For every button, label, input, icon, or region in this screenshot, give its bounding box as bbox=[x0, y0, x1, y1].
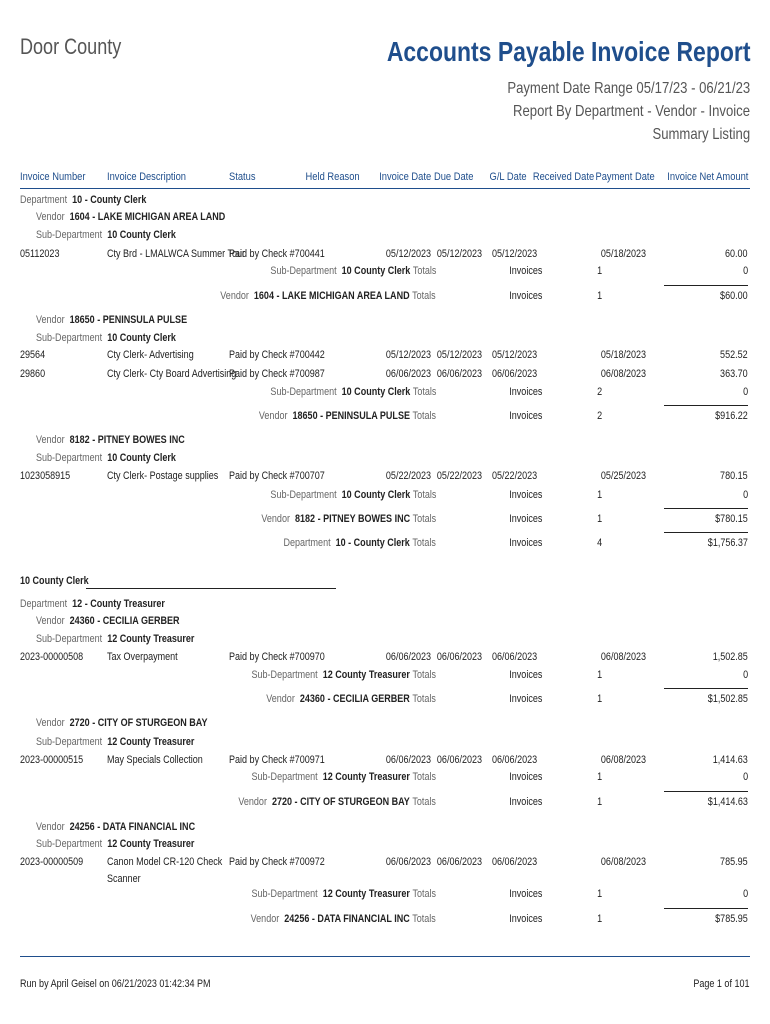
subdepartment-totals-label: Sub-Department 12 County Treasurer Totals bbox=[251, 771, 436, 783]
total-rule bbox=[664, 285, 748, 286]
total-rule bbox=[664, 791, 748, 792]
invoices-label: Invoices bbox=[508, 489, 542, 501]
footer-rule bbox=[20, 956, 750, 957]
invoice-description: May Specials Collection bbox=[107, 754, 203, 766]
header-rule bbox=[20, 188, 750, 189]
invoice-date: 06/06/2023 bbox=[385, 651, 431, 663]
subdepartment-heading: Sub-Department 12 County Treasurer bbox=[36, 736, 195, 748]
invoice-amount: 363.70 bbox=[720, 368, 748, 380]
invoice-count: 4 bbox=[596, 537, 602, 549]
gl-date: 05/22/2023 bbox=[492, 470, 538, 482]
vendor-total-amount: $60.00 bbox=[720, 290, 748, 302]
invoice-count: 1 bbox=[596, 513, 602, 525]
invoice-status: Paid by Check #700442 bbox=[229, 349, 325, 361]
department-heading: Department 10 - County Clerk bbox=[20, 194, 147, 206]
invoices-label: Invoices bbox=[508, 913, 542, 925]
subdepartment-heading: Sub-Department 12 County Treasurer bbox=[36, 633, 195, 645]
payment-date: 05/18/2023 bbox=[600, 349, 646, 361]
invoice-date: 05/12/2023 bbox=[385, 349, 431, 361]
payment-date: 05/18/2023 bbox=[600, 248, 646, 260]
invoice-number: 29860 bbox=[20, 368, 46, 380]
invoices-label: Invoices bbox=[508, 265, 542, 277]
gl-date: 06/06/2023 bbox=[492, 368, 538, 380]
invoice-amount: 1,414.63 bbox=[712, 754, 748, 766]
payment-date: 05/25/2023 bbox=[600, 470, 646, 482]
col-status: Status bbox=[229, 171, 256, 183]
total-rule bbox=[664, 508, 748, 509]
total-rule bbox=[664, 405, 748, 406]
invoice-count: 1 bbox=[596, 771, 602, 783]
vendor-heading: Vendor 24256 - DATA FINANCIAL INC bbox=[36, 821, 196, 833]
vendor-totals-label: Vendor 24360 - CECILIA GERBER Totals bbox=[266, 693, 436, 705]
invoice-amount: 60.00 bbox=[725, 248, 748, 260]
invoice-number: 2023-00000509 bbox=[20, 856, 84, 868]
invoice-number: 05112023 bbox=[20, 248, 60, 260]
col-payment-date: Payment Date bbox=[595, 171, 655, 183]
invoice-count: 2 bbox=[596, 386, 602, 398]
invoice-number: 2023-00000508 bbox=[20, 651, 84, 663]
vendor-heading: Vendor 8182 - PITNEY BOWES INC bbox=[36, 434, 185, 446]
subtotal-amount: 0 bbox=[742, 771, 748, 783]
total-rule bbox=[664, 908, 748, 909]
invoice-date: 06/06/2023 bbox=[385, 754, 431, 766]
run-by: Run by April Geisel on 06/21/2023 01:42:34 PM bbox=[20, 978, 211, 990]
payment-date: 06/08/2023 bbox=[600, 856, 646, 868]
invoices-label: Invoices bbox=[508, 693, 542, 705]
col-invoice-date: Invoice Date bbox=[379, 171, 431, 183]
gl-date: 06/06/2023 bbox=[492, 754, 538, 766]
invoice-status: Paid by Check #700971 bbox=[229, 754, 325, 766]
col-held-reason: Held Reason bbox=[305, 171, 360, 183]
vendor-totals-label: Vendor 8182 - PITNEY BOWES INC Totals bbox=[261, 513, 436, 525]
vendor-heading: Vendor 1604 - LAKE MICHIGAN AREA LAND bbox=[36, 211, 226, 223]
invoice-date: 05/22/2023 bbox=[385, 470, 431, 482]
department-heading: Department 12 - County Treasurer bbox=[20, 598, 165, 610]
due-date: 05/22/2023 bbox=[436, 470, 482, 482]
invoice-description: Cty Brd - LMALWCA Summer Tour bbox=[107, 248, 246, 260]
invoice-count: 2 bbox=[596, 410, 602, 422]
subdepartment-totals-label: Sub-Department 10 County Clerk Totals bbox=[270, 265, 436, 277]
col-invoice-number: Invoice Number bbox=[20, 171, 86, 183]
vendor-total-amount: $1,502.85 bbox=[707, 693, 748, 705]
department-totals-label: Department 10 - County Clerk Totals bbox=[283, 537, 436, 549]
subdepartment-totals-label: Sub-Department 12 County Treasurer Totals bbox=[251, 888, 436, 900]
invoice-count: 1 bbox=[596, 290, 602, 302]
invoice-description-cont: Scanner bbox=[107, 873, 141, 885]
col-gl-date: G/L Date bbox=[489, 171, 527, 183]
subtotal-amount: 0 bbox=[742, 489, 748, 501]
subtotal-amount: 0 bbox=[742, 669, 748, 681]
section-label: 10 County Clerk bbox=[20, 575, 89, 587]
invoices-label: Invoices bbox=[508, 410, 542, 422]
due-date: 06/06/2023 bbox=[436, 368, 482, 380]
invoice-number: 29564 bbox=[20, 349, 46, 361]
invoices-label: Invoices bbox=[508, 290, 542, 302]
invoice-count: 1 bbox=[596, 913, 602, 925]
col-due-date: Due Date bbox=[433, 171, 473, 183]
vendor-totals-label: Vendor 1604 - LAKE MICHIGAN AREA LAND Totals bbox=[220, 290, 436, 302]
subdepartment-heading: Sub-Department 10 County Clerk bbox=[36, 332, 176, 344]
vendor-heading: Vendor 18650 - PENINSULA PULSE bbox=[36, 314, 188, 326]
gl-date: 06/06/2023 bbox=[492, 856, 538, 868]
invoice-status: Paid by Check #700972 bbox=[229, 856, 325, 868]
invoice-count: 1 bbox=[596, 693, 602, 705]
subdepartment-totals-label: Sub-Department 12 County Treasurer Totals bbox=[251, 669, 436, 681]
invoices-label: Invoices bbox=[508, 513, 542, 525]
due-date: 06/06/2023 bbox=[436, 754, 482, 766]
invoice-description: Tax Overpayment bbox=[107, 651, 178, 663]
invoices-label: Invoices bbox=[508, 386, 542, 398]
invoice-count: 1 bbox=[596, 265, 602, 277]
subdepartment-heading: Sub-Department 12 County Treasurer bbox=[36, 838, 195, 850]
vendor-total-amount: $785.95 bbox=[715, 913, 748, 925]
gl-date: 05/12/2023 bbox=[492, 349, 538, 361]
payment-date: 06/08/2023 bbox=[600, 368, 646, 380]
invoice-description: Canon Model CR-120 Check bbox=[107, 856, 223, 868]
report-title: Accounts Payable Invoice Report bbox=[386, 36, 750, 67]
subtotal-amount: 0 bbox=[742, 386, 748, 398]
vendor-total-amount: $916.22 bbox=[715, 410, 748, 422]
department-total-amount: $1,756.37 bbox=[707, 537, 748, 549]
subdepartment-totals-label: Sub-Department 10 County Clerk Totals bbox=[270, 386, 436, 398]
invoice-amount: 785.95 bbox=[720, 856, 748, 868]
subdepartment-totals-label: Sub-Department 10 County Clerk Totals bbox=[270, 489, 436, 501]
invoice-number: 1023058915 bbox=[20, 470, 71, 482]
invoice-count: 1 bbox=[596, 669, 602, 681]
total-rule bbox=[664, 532, 748, 533]
col-invoice-net-amount: Invoice Net Amount bbox=[666, 171, 748, 183]
col-invoice-description: Invoice Description bbox=[107, 171, 186, 183]
subdepartment-heading: Sub-Department 10 County Clerk bbox=[36, 452, 176, 464]
subdepartment-heading: Sub-Department 10 County Clerk bbox=[36, 229, 176, 241]
subtotal-amount: 0 bbox=[742, 265, 748, 277]
organization-name: Door County bbox=[20, 34, 122, 59]
invoice-number: 2023-00000515 bbox=[20, 754, 84, 766]
gl-date: 05/12/2023 bbox=[492, 248, 538, 260]
report-by: Report By Department - Vendor - Invoice bbox=[512, 103, 750, 120]
total-rule bbox=[664, 688, 748, 689]
invoice-status: Paid by Check #700970 bbox=[229, 651, 325, 663]
payment-date: 06/08/2023 bbox=[600, 651, 646, 663]
summary-listing: Summary Listing bbox=[652, 126, 750, 143]
due-date: 06/06/2023 bbox=[436, 651, 482, 663]
invoice-count: 1 bbox=[596, 796, 602, 808]
date-range: Payment Date Range 05/17/23 - 06/21/23 bbox=[507, 80, 750, 97]
invoice-date: 06/06/2023 bbox=[385, 368, 431, 380]
payment-date: 06/08/2023 bbox=[600, 754, 646, 766]
page-number: Page 1 of 101 bbox=[693, 978, 750, 990]
invoices-label: Invoices bbox=[508, 796, 542, 808]
invoice-count: 1 bbox=[596, 888, 602, 900]
invoice-status: Paid by Check #700987 bbox=[229, 368, 325, 380]
invoices-label: Invoices bbox=[508, 771, 542, 783]
invoices-label: Invoices bbox=[508, 669, 542, 681]
gl-date: 06/06/2023 bbox=[492, 651, 538, 663]
vendor-total-amount: $780.15 bbox=[715, 513, 748, 525]
invoice-description: Cty Clerk- Advertising bbox=[107, 349, 194, 361]
invoice-status: Paid by Check #700707 bbox=[229, 470, 325, 482]
due-date: 05/12/2023 bbox=[436, 349, 482, 361]
vendor-total-amount: $1,414.63 bbox=[707, 796, 748, 808]
vendor-heading: Vendor 24360 - CECILIA GERBER bbox=[36, 615, 180, 627]
vendor-totals-label: Vendor 18650 - PENINSULA PULSE Totals bbox=[258, 410, 436, 422]
invoices-label: Invoices bbox=[508, 537, 542, 549]
invoice-count: 1 bbox=[596, 489, 602, 501]
invoice-status: Paid by Check #700441 bbox=[229, 248, 325, 260]
invoice-amount: 780.15 bbox=[720, 470, 748, 482]
subtotal-amount: 0 bbox=[742, 888, 748, 900]
invoice-description: Cty Clerk- Cty Board Advertising bbox=[107, 368, 237, 380]
vendor-totals-label: Vendor 24256 - DATA FINANCIAL INC Totals bbox=[250, 913, 436, 925]
signature-line bbox=[86, 588, 336, 589]
invoice-amount: 552.52 bbox=[720, 349, 748, 361]
invoice-amount: 1,502.85 bbox=[712, 651, 748, 663]
invoice-date: 06/06/2023 bbox=[385, 856, 431, 868]
col-received-date: Received Date bbox=[532, 171, 594, 183]
invoice-date: 05/12/2023 bbox=[385, 248, 431, 260]
due-date: 05/12/2023 bbox=[436, 248, 482, 260]
vendor-heading: Vendor 2720 - CITY OF STURGEON BAY bbox=[36, 717, 208, 729]
due-date: 06/06/2023 bbox=[436, 856, 482, 868]
vendor-totals-label: Vendor 2720 - CITY OF STURGEON BAY Totals bbox=[238, 796, 436, 808]
invoice-description: Cty Clerk- Postage supplies bbox=[107, 470, 219, 482]
invoices-label: Invoices bbox=[508, 888, 542, 900]
